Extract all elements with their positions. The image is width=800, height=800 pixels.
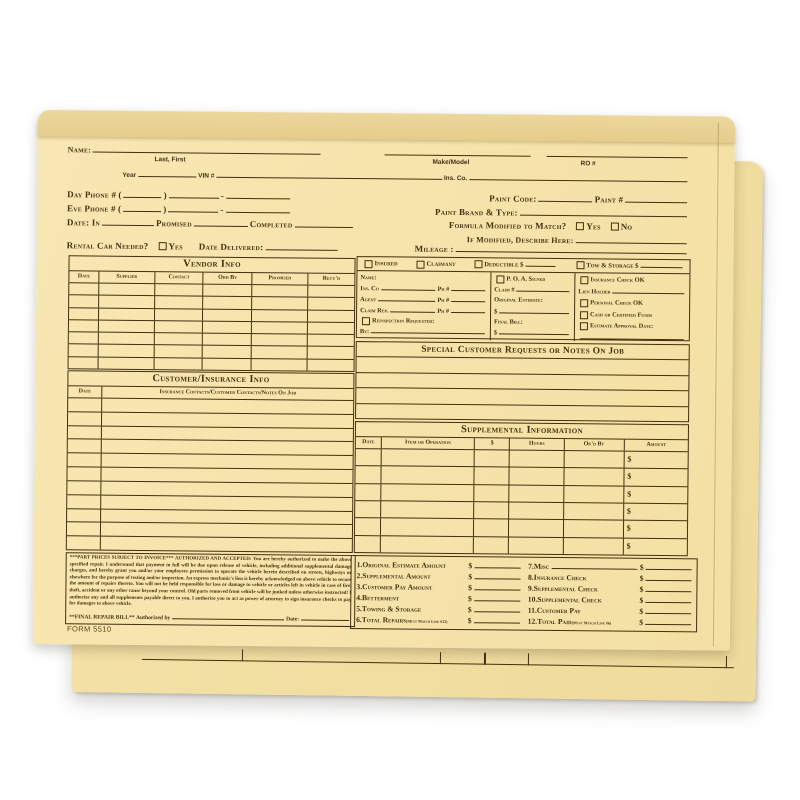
checkbox-formula-no[interactable] <box>611 223 619 231</box>
ins-co-phone-line[interactable] <box>451 284 485 291</box>
back-line-tick <box>242 649 243 661</box>
insurance-box <box>356 256 691 341</box>
vendor-info-title: Vendor Info <box>69 256 354 274</box>
checkbox-estimate-approval-date[interactable] <box>580 322 588 330</box>
paint-code-line[interactable] <box>539 193 593 203</box>
last-first-sublabel: Last, First <box>154 156 186 164</box>
vendor-info-header: Date Supplier Contact Ord By Promised Recv'd <box>69 271 354 286</box>
checkbox-cash-certified-funds[interactable] <box>580 311 588 319</box>
date-promised-line[interactable] <box>194 218 248 228</box>
final-repair-bill-label: **FINAL REPAIR BILL** <box>69 614 135 621</box>
totals-box <box>350 555 698 632</box>
checkbox-poa-signed[interactable] <box>496 275 504 283</box>
checkbox-deductible[interactable] <box>474 260 482 268</box>
back-line-tick <box>528 653 529 665</box>
totals-left-column: 1. Original Estimate Amount $ 2. Supplemental Amount $ 3. Customer Pay Amount $ 4. Betterment $ 5. Towing & Storage $ 6. Total Repairs (Must Match Line #12) $ <box>356 559 520 628</box>
authorized-by-label: Authorized by <box>135 614 171 622</box>
front-envelope <box>33 110 735 651</box>
promised-label: Promised <box>155 218 192 229</box>
make-model-sublabel: Make/Model <box>432 158 470 167</box>
checkbox-claimant[interactable] <box>416 261 424 269</box>
day-phone-label: Day Phone # <box>67 189 117 200</box>
authorized-date-line[interactable] <box>301 613 349 620</box>
original-estimate-line[interactable] <box>499 306 569 314</box>
total-line-3[interactable] <box>474 582 520 590</box>
total-line-8[interactable] <box>646 573 692 581</box>
vendor-table-row[interactable] <box>69 357 354 371</box>
supplemental-row[interactable]: $ <box>355 536 687 556</box>
lien-holder-line[interactable] <box>612 287 684 295</box>
date-delivered-label: Date Delivered: <box>198 241 264 253</box>
claim-rep-line[interactable] <box>391 305 436 312</box>
formula-modified-label: Formula Modified to Match? <box>448 219 567 232</box>
disclaimer-box <box>65 552 356 627</box>
insurance-middle-column: P. O. A. Signed Claim # Original Estimate: $ Final Bill: $ <box>491 272 576 341</box>
vin-label: VIN # <box>198 172 215 180</box>
supplemental-row[interactable]: $ <box>355 501 687 522</box>
eve-phone-prefix-line[interactable] <box>168 203 218 212</box>
insurance-left-column: Name: Ins. Co Ph # Agent Ph # Claim Rep. Ph # Reinspection Requested: By: <box>357 271 492 340</box>
estimate-approval-date-line[interactable] <box>580 332 684 340</box>
checkbox-formula-yes[interactable] <box>576 222 584 230</box>
supplemental-row[interactable]: $ <box>355 518 687 539</box>
mileage-line[interactable] <box>456 243 687 254</box>
total-line-5[interactable] <box>474 604 520 612</box>
checkbox-reinspection[interactable] <box>362 317 370 325</box>
year-label: Year <box>122 171 137 179</box>
paint-number-label: Paint # <box>594 194 624 205</box>
date-in-label: Date: In <box>66 217 101 228</box>
customer-info-row[interactable] <box>67 536 352 552</box>
special-requests-box <box>355 341 690 422</box>
eve-phone-label: Eve Phone # <box>67 203 116 214</box>
reinspection-by-line[interactable] <box>371 326 485 334</box>
checkbox-tow-storage[interactable] <box>576 261 584 269</box>
tow-storage-line[interactable] <box>640 261 682 268</box>
customer-info-title: Customer/Insurance Info <box>68 371 353 389</box>
supplemental-title: Supplemental Information <box>356 422 688 440</box>
total-line-9[interactable] <box>645 584 691 592</box>
rental-car-label: Rental Car Needed? <box>66 240 149 252</box>
supplemental-header: Date Item or Operation $ Hours Ok'd By Amount <box>356 437 688 452</box>
checkbox-rental-yes[interactable] <box>158 242 166 250</box>
special-requests-row[interactable] <box>356 404 688 422</box>
year-input-line[interactable] <box>138 168 196 178</box>
repair-order-form: Name: Last, First Make/Model RO # Year VIN # Ins. Co. Day Phone # ( ) - Eve Phone # ( ) - Date: In Promised Completed Rental Car Needed? Yes Date Delivered: Paint Code: Paint # Paint Brand & Type: Formula Modified to Match? Yes No If Modified, Describe Here: Mileage : Vendor Info Date Supplier Contact Ord By Promised Recv'd Insured Claimant Deductible $ Tow & Storage $ Name: Ins. Co Ph # Agent Ph # Claim Rep. Ph # Reinspection Requested: By: P. O. A. Signed Claim # Original Estimate: $ Final Bill: $ Insurance Check OK Lien Holder Personal Check OK Cash or Certified Funds Estimate Approval Date: Special Customer Requests or Notes On Job Supplemental Information Date Item or Operation $ Hours Ok'd By Amount $ $ $ $ $ $ Customer/Insurance Info Date Insurance Contacts/Customer Contacts/Notes On Job ***PART PRICES SUBJECT TO INVOICE*** AUTHORIZED AND ACCEPTED: You are hereby authorized to make the above specified repair. I understand that payment in full will be due upon release of vehicle, including additional supplemental damage charges, and hereby grant you and/or your employees permission to operate the vehicle herein described on streets, highways or elsewhere for the purpose of testing and/or inspection. An express mechanic's lien is hereby acknowledged on above vehicle to secure the amount of repairs thereto. You will not be held responsible for loss or damage to vehicle or articles left in vehicle in case of fire, theft, accident or any other cause beyond your control. Old parts removed from vehicle will be junked unless otherwise instructed! I authorize any and all supplements payable direct to you. I authorize you to act as power of attorney to sign insurance checks to pay for damages to above vehicle. **FINAL REPAIR BILL** Authorized by Date: 1. Original Estimate Amount $ 2. Supplemental Amount $ 3. Customer Pay Amount $ 4. Betterment $ 5. Towing & Storage $ 6. Total Repairs (Must Match Line #12) $ 7. Misc $ 8. Insurance Check $ 9. Supplemental Check $ 10. Supplemental Check $ 11. Customer Pay $ 12. Total Paid (Must Match Line #6) $ FORM 5510 <box>33 110 735 651</box>
misc-line[interactable] <box>551 561 638 570</box>
disclaimer-text: ***PART PRICES SUBJECT TO INVOICE*** AUTHORIZED AND ACCEPTED: You are hereby authorized to make the above specified repair. I understand that payment in full will be due upon release of vehicle, including additional supplemental damage charges, and hereby grant you and/or your employees permission to operate the vehicle herein described on streets, highways or elsewhere for the purpose of testing and/or inspection. An express mechanic's lien is hereby acknowledged on above vehicle to secure the amount of repairs thereto. You will not be held responsible for loss or damage to vehicle or articles left in vehicle in case of fire, theft, accident or any other cause beyond your control. Old parts removed from vehicle will be junked unless otherwise instructed! I authorize any and all supplements payable direct to you. I authorize you to act as power of attorney to sign insurance checks to pay for damages to above vehicle. <box>69 555 352 608</box>
insurance-right-column: Insurance Check OK Lien Holder Personal Check OK Cash or Certified Funds Estimate Approval Date: <box>575 273 690 342</box>
make-model-input-line[interactable] <box>385 146 531 156</box>
agent-phone-line[interactable] <box>451 295 485 302</box>
special-requests-title: Special Customer Requests or Notes On Job <box>357 342 689 360</box>
paint-brand-label: Paint Brand & Type: <box>434 206 518 218</box>
ins-co-label: Ins. Co. <box>443 174 468 183</box>
customer-info-header: Date Insurance Contacts/Customer Contacts/Notes On Job <box>68 386 353 401</box>
ro-number-input-line[interactable] <box>547 148 688 158</box>
ro-sublabel: RO # <box>580 160 596 168</box>
supplemental-row[interactable]: $ <box>355 484 687 505</box>
claim-number-line[interactable] <box>517 285 570 293</box>
back-line-tick <box>440 652 441 664</box>
paint-number-line[interactable] <box>625 194 687 204</box>
ins-co-line[interactable] <box>381 283 436 291</box>
ins-co-input-line[interactable] <box>469 171 687 182</box>
supplemental-info-table <box>354 421 689 556</box>
total-line-7[interactable] <box>646 562 692 570</box>
deductible-line[interactable] <box>525 260 555 267</box>
form-number: FORM 5510 <box>66 624 112 634</box>
paint-code-label: Paint Code: <box>489 193 537 204</box>
vin-input-line[interactable] <box>216 169 442 180</box>
agent-line[interactable] <box>378 294 435 302</box>
total-line-10[interactable] <box>645 595 691 603</box>
if-modified-line[interactable] <box>575 234 686 244</box>
day-phone-area-line[interactable] <box>124 189 162 198</box>
supplemental-row[interactable]: $ <box>356 449 688 470</box>
total-line-1[interactable] <box>474 560 520 568</box>
mileage-label: Mileage : <box>414 243 454 254</box>
total-line-6[interactable] <box>474 615 520 623</box>
completed-label: Completed <box>249 219 293 230</box>
total-line-4[interactable] <box>474 593 520 601</box>
totals-right-column: 7. Misc $ 8. Insurance Check $ 9. Supplemental Check $ 10. Supplemental Check $ 11. Customer Pay $ 12. Total Paid (Must Match Line #6) $ <box>528 561 692 630</box>
total-line-12[interactable] <box>645 617 691 625</box>
day-phone-line[interactable] <box>226 190 290 200</box>
claim-rep-phone-line[interactable] <box>451 306 485 313</box>
customer-insurance-info-table <box>66 370 355 553</box>
date-completed-line[interactable] <box>294 218 352 228</box>
eve-phone-line[interactable] <box>226 204 290 214</box>
final-repair-bill-row <box>69 611 351 623</box>
eve-phone-area-line[interactable] <box>123 203 161 212</box>
vendor-info-table <box>68 255 356 372</box>
final-bill-line[interactable] <box>499 327 569 335</box>
back-form-edge-line <box>142 659 734 668</box>
supplemental-row[interactable]: $ <box>355 466 687 487</box>
if-modified-label: If Modified, Describe Here: <box>466 235 574 246</box>
total-line-2[interactable] <box>474 571 520 579</box>
date-delivered-line[interactable] <box>265 241 337 251</box>
back-line-tick <box>484 653 486 665</box>
checkbox-insurance-check-ok[interactable] <box>580 276 588 284</box>
authorized-date-label: Date: <box>286 616 300 623</box>
authorized-by-line[interactable] <box>172 612 284 620</box>
back-line-tick <box>726 656 727 668</box>
checkbox-personal-check-ok[interactable] <box>580 300 588 308</box>
name-input-line[interactable] <box>93 144 321 155</box>
day-phone-prefix-line[interactable] <box>169 189 219 198</box>
insurance-checkbox-row: Insured Claimant Deductible $ Tow & Storage $ <box>357 257 689 274</box>
date-in-line[interactable] <box>102 217 154 226</box>
name-label: Name: <box>67 145 92 155</box>
total-line-11[interactable] <box>645 606 691 614</box>
checkbox-insured[interactable] <box>364 260 372 268</box>
paint-brand-line[interactable] <box>520 207 687 218</box>
